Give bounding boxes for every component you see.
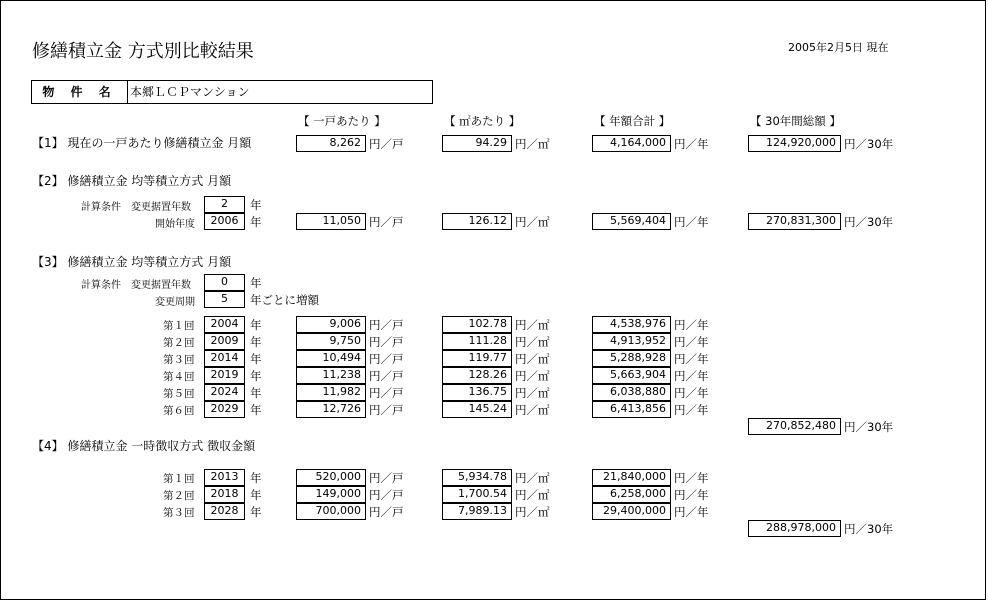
s2-cond-label: 計算条件 <box>81 202 121 213</box>
s1-annual-field[interactable]: 4,164,000 <box>592 135 671 152</box>
unit-label: 円／㎡ <box>515 386 550 400</box>
property-name[interactable]: 本郷ＬＣＰマンション <box>130 85 250 99</box>
unit-label: 年 <box>250 215 262 229</box>
unit-label: 円／㎡ <box>515 352 550 366</box>
unit-label: 円／戸 <box>369 505 404 519</box>
round-annual-field[interactable]: 5,288,928 <box>592 350 671 367</box>
round-annual-field[interactable]: 6,258,000 <box>592 486 671 503</box>
round-per-unit-field[interactable]: 9,750 <box>296 333 366 350</box>
unit-label: 年 <box>250 403 262 417</box>
round-year-field[interactable]: 2029 <box>204 401 245 418</box>
unit-label: 円／年 <box>674 505 709 519</box>
round-per-unit-field[interactable]: 10,494 <box>296 350 366 367</box>
round-year-field[interactable]: 2019 <box>204 367 245 384</box>
unit-label: 円／年 <box>674 318 709 332</box>
unit-label: 円／年 <box>674 488 709 502</box>
s2-per-m2-field[interactable]: 126.12 <box>442 213 512 230</box>
s1-per-unit-field[interactable]: 8,262 <box>296 135 366 152</box>
unit-label: 円／年 <box>674 386 709 400</box>
round-per-m2-field[interactable]: 102.78 <box>442 316 512 333</box>
round-per-unit-field[interactable]: 700,000 <box>296 503 366 520</box>
round-label: 第１回 <box>163 320 195 332</box>
round-year-field[interactable]: 2009 <box>204 333 245 350</box>
unit-label: 円／年 <box>674 403 709 417</box>
unit-label: 年 <box>250 318 262 332</box>
round-per-unit-field[interactable]: 149,000 <box>296 486 366 503</box>
s3-period-label: 変更周期 <box>155 297 195 308</box>
round-annual-field[interactable]: 6,413,856 <box>592 401 671 418</box>
unit-label: 円／年 <box>674 137 709 151</box>
round-per-m2-field[interactable]: 145.24 <box>442 401 512 418</box>
unit-label: 年 <box>250 471 262 485</box>
s3-change-label: 変更据置年数 <box>131 280 191 291</box>
unit-label: 円／戸 <box>369 471 404 485</box>
unit-label: 年 <box>250 352 262 366</box>
unit-label: 円／戸 <box>369 352 404 366</box>
unit-label: 円／㎡ <box>515 318 550 332</box>
section-3-title: 【3】 修繕積立金 均等積立方式 月額 <box>32 255 232 269</box>
round-label: 第６回 <box>163 405 195 417</box>
unit-label: 円／年 <box>674 369 709 383</box>
unit-label: 年 <box>250 369 262 383</box>
round-per-unit-field[interactable]: 9,006 <box>296 316 366 333</box>
unit-label: 年 <box>250 505 262 519</box>
s2-per-unit-field[interactable]: 11,050 <box>296 213 366 230</box>
round-annual-field[interactable]: 5,663,904 <box>592 367 671 384</box>
s1-total30-field[interactable]: 124,920,000 <box>748 135 841 152</box>
unit-label: 年 <box>250 386 262 400</box>
unit-label: 円／戸 <box>369 318 404 332</box>
header-per-unit: 【 一戸あたり 】 <box>298 114 386 128</box>
section-2-title: 【2】 修繕積立金 均等積立方式 月額 <box>32 174 232 188</box>
round-annual-field[interactable]: 29,400,000 <box>592 503 671 520</box>
round-per-unit-field[interactable]: 12,726 <box>296 401 366 418</box>
round-label: 第３回 <box>163 354 195 366</box>
header-per-m2: 【 ㎡あたり 】 <box>444 114 521 128</box>
unit-label: 円／戸 <box>369 488 404 502</box>
property-box <box>31 80 433 104</box>
unit-label: 円／年 <box>674 352 709 366</box>
unit-label: 年ごとに増額 <box>250 293 319 307</box>
unit-label: 年 <box>250 488 262 502</box>
round-per-m2-field[interactable]: 119.77 <box>442 350 512 367</box>
unit-label: 円／㎡ <box>515 488 550 502</box>
unit-label: 年 <box>250 276 262 290</box>
page-title: 修繕積立金 方式別比較結果 <box>32 41 254 62</box>
report-date: 2005年2月5日 現在 <box>788 41 889 54</box>
round-annual-field[interactable]: 21,840,000 <box>592 469 671 486</box>
s1-per-m2-field[interactable]: 94.29 <box>442 135 512 152</box>
section-4-title: 【4】 修繕積立金 一時徴収方式 徴収金額 <box>32 439 256 453</box>
round-per-unit-field[interactable]: 11,238 <box>296 367 366 384</box>
round-annual-field[interactable]: 4,913,952 <box>592 333 671 350</box>
round-year-field[interactable]: 2013 <box>204 469 245 486</box>
unit-label: 円／30年 <box>844 522 894 536</box>
unit-label: 年 <box>250 335 262 349</box>
unit-label: 円／30年 <box>844 420 894 434</box>
round-label: 第５回 <box>163 388 195 400</box>
property-label: 物 件 名 <box>32 81 128 103</box>
unit-label: 円／㎡ <box>515 215 550 229</box>
unit-label: 円／㎡ <box>515 471 550 485</box>
header-annual: 【 年額合計 】 <box>594 114 671 128</box>
unit-label: 円／年 <box>674 335 709 349</box>
round-year-field[interactable]: 2004 <box>204 316 245 333</box>
section-1-title: 【1】 現在の一戸あたり修繕積立金 月額 <box>32 136 252 150</box>
round-year-field[interactable]: 2028 <box>204 503 245 520</box>
round-label: 第２回 <box>163 337 195 349</box>
unit-label: 円／戸 <box>369 215 404 229</box>
s3-change-field[interactable]: 0 <box>204 274 245 291</box>
s2-change-label: 変更据置年数 <box>131 202 191 213</box>
s2-change-field[interactable]: 2 <box>204 196 245 213</box>
round-per-unit-field[interactable]: 11,982 <box>296 384 366 401</box>
s2-start-label: 開始年度 <box>155 219 195 230</box>
s2-annual-field[interactable]: 5,569,404 <box>592 213 671 230</box>
s2-start-field[interactable]: 2006 <box>204 213 245 230</box>
round-per-m2-field[interactable]: 7,989.13 <box>442 503 512 520</box>
round-per-m2-field[interactable]: 111.28 <box>442 333 512 350</box>
unit-label: 円／30年 <box>844 137 894 151</box>
round-annual-field[interactable]: 6,038,880 <box>592 384 671 401</box>
unit-label: 年 <box>250 198 262 212</box>
round-per-m2-field[interactable]: 128.26 <box>442 367 512 384</box>
round-annual-field[interactable]: 4,538,976 <box>592 316 671 333</box>
round-per-unit-field[interactable]: 520,000 <box>296 469 366 486</box>
unit-label: 円／年 <box>674 471 709 485</box>
round-label: 第４回 <box>163 371 195 383</box>
unit-label: 円／戸 <box>369 386 404 400</box>
unit-label: 円／年 <box>674 215 709 229</box>
unit-label: 円／㎡ <box>515 505 550 519</box>
unit-label: 円／戸 <box>369 369 404 383</box>
round-per-m2-field[interactable]: 5,934.78 <box>442 469 512 486</box>
round-label: 第３回 <box>163 507 195 519</box>
s4-total30-field[interactable]: 288,978,000 <box>748 520 841 537</box>
s3-period-field[interactable]: 5 <box>204 291 245 308</box>
unit-label: 円／㎡ <box>515 137 550 151</box>
round-per-m2-field[interactable]: 136.75 <box>442 384 512 401</box>
unit-label: 円／㎡ <box>515 369 550 383</box>
unit-label: 円／戸 <box>369 137 404 151</box>
unit-label: 円／戸 <box>369 335 404 349</box>
round-label: 第１回 <box>163 473 195 485</box>
round-label: 第２回 <box>163 490 195 502</box>
unit-label: 円／㎡ <box>515 403 550 417</box>
round-year-field[interactable]: 2018 <box>204 486 245 503</box>
unit-label: 円／30年 <box>844 215 894 229</box>
round-year-field[interactable]: 2014 <box>204 350 245 367</box>
s3-total30-field[interactable]: 270,852,480 <box>748 418 841 435</box>
round-year-field[interactable]: 2024 <box>204 384 245 401</box>
header-total30: 【 30年間総額 】 <box>750 114 841 128</box>
s2-total30-field[interactable]: 270,831,300 <box>748 213 841 230</box>
unit-label: 円／戸 <box>369 403 404 417</box>
unit-label: 円／㎡ <box>515 335 550 349</box>
round-per-m2-field[interactable]: 1,700.54 <box>442 486 512 503</box>
s3-cond-label: 計算条件 <box>81 280 121 291</box>
